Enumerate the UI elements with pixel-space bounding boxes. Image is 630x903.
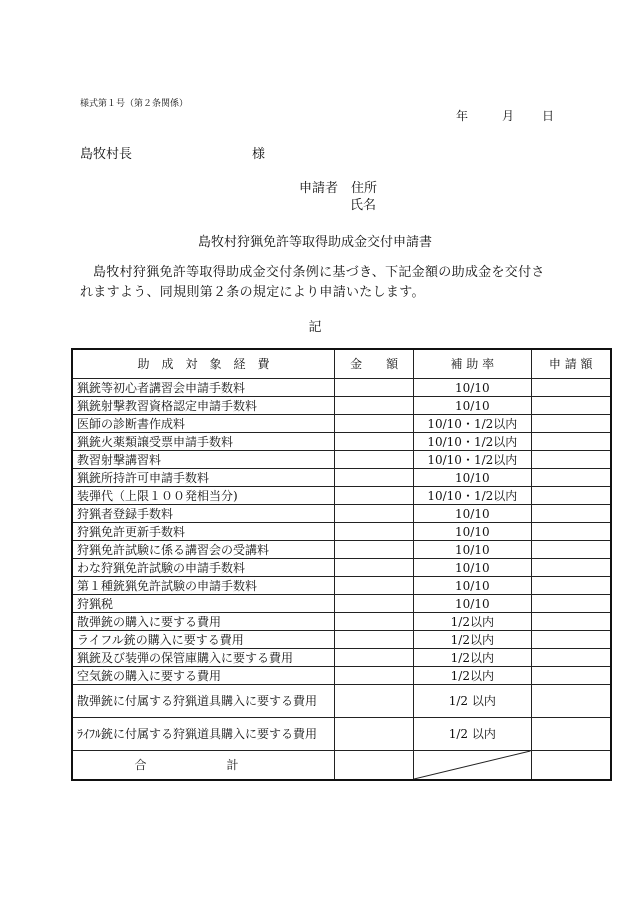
subsidy-rate: 10/10: [414, 595, 531, 613]
amount-cell: [335, 559, 414, 577]
table-row: [72, 397, 611, 415]
address-label: 住所: [351, 181, 378, 196]
document-title: 島牧村狩猟免許等取得助成金交付申請書: [197, 235, 432, 250]
expense-item: 猟銃火薬類譲受票申請手数料: [72, 433, 335, 451]
request-cell: [531, 595, 611, 613]
request-cell: [531, 559, 611, 577]
subsidy-rate: 1/2以内: [414, 613, 531, 631]
expense-item: 猟銃射撃教習資格認定申請手数料: [72, 397, 335, 415]
subsidy-rate: 10/10・1/2以内: [414, 451, 531, 469]
request-cell: [531, 505, 611, 523]
expense-item: ライフル銃の購入に要する費用: [72, 631, 335, 649]
amount-cell: [335, 415, 414, 433]
subsidy-rate: 10/10: [414, 505, 531, 523]
ki-heading: 記: [308, 320, 322, 335]
table-row: [72, 577, 611, 595]
amount-cell: [335, 433, 414, 451]
form-number: 様式第１号（第２条関係）: [80, 99, 189, 109]
applicant-name-line: [350, 194, 376, 213]
amount-cell: [335, 487, 414, 505]
table-row: [72, 613, 611, 631]
expense-item: 狩猟免許更新手数料: [72, 523, 335, 541]
subsidy-rate: 10/10: [414, 541, 531, 559]
table-row: [72, 649, 611, 667]
amount-cell: [335, 397, 414, 415]
expense-item: わな狩猟免許試験の申請手数料: [72, 559, 335, 577]
addressee: [80, 143, 266, 162]
name-label: 氏名: [350, 198, 377, 213]
expense-item: 猟銃所持許可申請手数料: [72, 469, 335, 487]
date-month: 月: [502, 109, 515, 123]
amount-cell: [335, 718, 414, 751]
request-cell: [531, 451, 611, 469]
request-cell: [531, 667, 611, 685]
applicant-label: 申請者: [299, 181, 339, 196]
expense-item: 猟銃等初心者講習会申請手数料: [72, 379, 335, 397]
table-row: [72, 595, 611, 613]
expense-item: 装弾代（上限１００発相当分): [72, 487, 335, 505]
table-row: [72, 541, 611, 559]
table-row: [72, 631, 611, 649]
table-row: [72, 379, 611, 397]
date-day: 日: [542, 109, 555, 123]
subsidy-rate: 1/2以内: [414, 631, 531, 649]
body-paragraph: 島牧村狩猟免許等取得助成金交付条例に基づき、下記金額の助成金を交付されますよう、同規則第２条の規定により申請いたします。: [80, 265, 545, 300]
table-row: [72, 718, 611, 751]
table-row: [72, 559, 611, 577]
amount-cell: [335, 469, 414, 487]
amount-cell: [335, 505, 414, 523]
amount-cell: [335, 649, 414, 667]
expense-item: 狩猟税: [72, 595, 335, 613]
subsidy-rate: 10/10: [414, 559, 531, 577]
request-cell: [531, 415, 611, 433]
subsidy-rate: 1/2 以内: [414, 718, 531, 751]
total-row: [72, 751, 611, 781]
amount-cell: [335, 523, 414, 541]
request-cell: [531, 613, 611, 631]
subsidy-rate: 10/10: [414, 397, 531, 415]
request-cell: [531, 433, 611, 451]
expense-item: 教習射撃講習料: [72, 451, 335, 469]
request-cell: [531, 397, 611, 415]
request-cell: [531, 718, 611, 751]
total-request-cell: [531, 751, 611, 781]
request-cell: [531, 577, 611, 595]
table-row: [72, 685, 611, 718]
subsidy-rate: 10/10: [414, 379, 531, 397]
diagonal-slash-icon: [414, 751, 530, 779]
subsidy-rate: 1/2 以内: [414, 685, 531, 718]
header-rate: 補 助 率: [414, 349, 531, 379]
expense-item: 散弾銃の購入に要する費用: [72, 613, 335, 631]
table-header-row: [72, 349, 611, 379]
expense-item: 散弾銃に付属する狩猟道具購入に要する費用: [72, 685, 335, 718]
amount-cell: [335, 451, 414, 469]
expense-item: 狩猟免許試験に係る講習会の受講料: [72, 541, 335, 559]
request-cell: [531, 541, 611, 559]
request-cell: [531, 649, 611, 667]
table-row: [72, 469, 611, 487]
header-amount: 金 額: [335, 349, 414, 379]
amount-cell: [335, 631, 414, 649]
subsidy-rate: 10/10: [414, 469, 531, 487]
table-row: [72, 451, 611, 469]
request-cell: [531, 469, 611, 487]
table-row: [72, 523, 611, 541]
subsidy-rate: 10/10・1/2以内: [414, 433, 531, 451]
table-row: [72, 487, 611, 505]
table-row: [72, 505, 611, 523]
request-cell: [531, 379, 611, 397]
total-rate-cell-slashed: [414, 751, 531, 781]
table-row: [72, 415, 611, 433]
total-amount-cell: [335, 751, 414, 781]
amount-cell: [335, 667, 414, 685]
expense-item: 狩猟者登録手数料: [72, 505, 335, 523]
subsidy-rate: 10/10・1/2以内: [414, 415, 531, 433]
subsidy-rate: 10/10: [414, 577, 531, 595]
total-label: 合 計: [72, 751, 335, 781]
subsidy-rate: 1/2以内: [414, 649, 531, 667]
amount-cell: [335, 685, 414, 718]
request-cell: [531, 523, 611, 541]
date-year: 年: [456, 109, 469, 123]
expense-item: 第１種銃猟免許試験の申請手数料: [72, 577, 335, 595]
subsidy-rate: 10/10・1/2以内: [414, 487, 531, 505]
subsidy-rate: 10/10: [414, 523, 531, 541]
request-cell: [531, 685, 611, 718]
amount-cell: [335, 379, 414, 397]
addressee-honorific: 様: [252, 147, 266, 162]
amount-cell: [335, 577, 414, 595]
amount-cell: [335, 613, 414, 631]
expense-item: 医師の診断書作成料: [72, 415, 335, 433]
expense-item: 空気銃の購入に要する費用: [72, 667, 335, 685]
table-row: [72, 433, 611, 451]
expense-table: [71, 348, 612, 781]
request-cell: [531, 487, 611, 505]
addressee-name: 島牧村長: [80, 147, 133, 162]
subsidy-rate: 1/2以内: [414, 667, 531, 685]
amount-cell: [335, 595, 414, 613]
header-item: 助 成 対 象 経 費: [72, 349, 335, 379]
table-row: [72, 667, 611, 685]
expense-item: 猟銃及び装弾の保管庫購入に要する費用: [72, 649, 335, 667]
amount-cell: [335, 541, 414, 559]
header-request: 申 請 額: [531, 349, 611, 379]
expense-item: ﾗｲﾌﾙ銃に付属する狩猟道具購入に要する費用: [72, 718, 335, 751]
date-line: [456, 107, 554, 124]
request-cell: [531, 631, 611, 649]
